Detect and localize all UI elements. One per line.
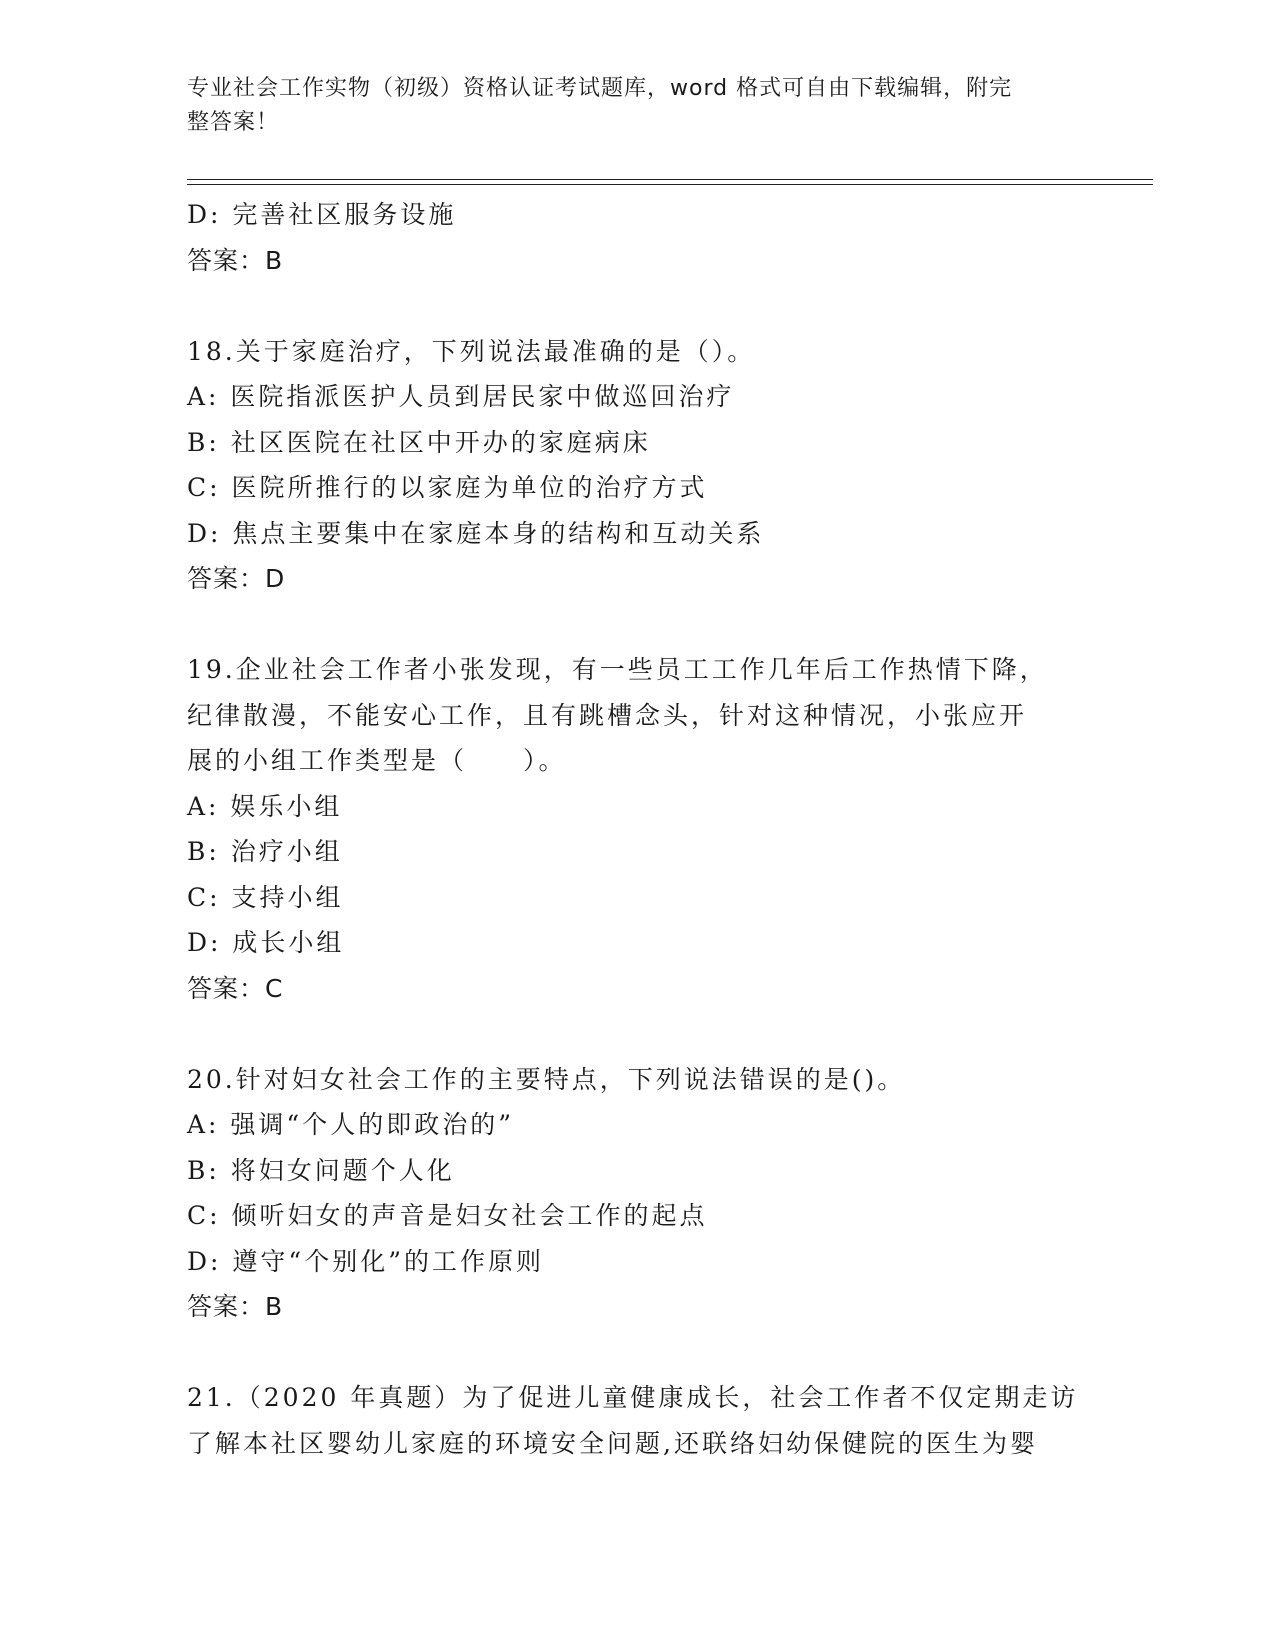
prev-option-d: D: 完善社区服务设施	[187, 200, 457, 229]
header-line-2: 整答案！	[187, 110, 280, 135]
spacer	[187, 1330, 1087, 1376]
q20-option-a: A: 强调“个人的即政治的”	[187, 1110, 514, 1139]
spacer	[187, 602, 1087, 648]
header-line-1: 专业社会工作实物（初级）资格认证考试题库，word 格式可自由下载编辑，附完	[187, 76, 1013, 101]
q18-option-a: A: 医院指派医护人员到居民家中做巡回治疗	[187, 382, 735, 411]
q20-option-d: D: 遵守“个别化”的工作原则	[187, 1246, 544, 1276]
q18-answer: 答案：D	[187, 564, 286, 593]
prev-answer: 答案：B	[187, 245, 284, 275]
q19-option-d: D: 成长小组	[187, 928, 345, 957]
q19-stem-line-3: 展的小组工作类型是（ ）。	[187, 746, 567, 775]
q18-option-d: D: 焦点主要集中在家庭本身的结构和互动关系	[187, 518, 765, 548]
q20-answer: 答案：B	[187, 1292, 284, 1321]
header-rule-top	[187, 179, 1153, 180]
q21-stem-line-2: 了解本社区婴幼儿家庭的环境安全问题,还联络妇幼保健院的医生为婴	[187, 1428, 1038, 1458]
q18-option-c: C: 医院所推行的以家庭为单位的治疗方式	[187, 473, 708, 502]
q18-stem: 18.关于家庭治疗，下列说法最准确的是（）。	[187, 336, 756, 366]
spacer	[187, 1011, 1087, 1057]
q19-answer: 答案：C	[187, 973, 284, 1003]
q20-stem: 20.针对妇女社会工作的主要特点，下列说法错误的是()。	[187, 1064, 906, 1094]
q19-option-c: C: 支持小组	[187, 882, 344, 912]
q19-option-b: B: 治疗小组	[187, 837, 343, 866]
document-header	[187, 72, 1087, 140]
q19-stem-line-2: 纪律散漫，不能安心工作，且有跳槽念头，针对这种情况，小张应开	[187, 700, 1028, 730]
q20-option-b: B: 将妇女问题个人化	[187, 1155, 455, 1185]
header-rule-bottom	[187, 184, 1153, 185]
q18-option-b: B: 社区医院在社区中开办的家庭病床	[187, 427, 651, 457]
spacer	[187, 283, 1087, 329]
q19-option-a: A: 娱乐小组	[187, 791, 343, 821]
q19-stem-line-1: 19.企业社会工作者小张发现，有一些员工工作几年后工作热情下降，	[187, 655, 1048, 684]
q21-stem-line-1: 21.（2020 年真题）为了促进儿童健康成长，社会工作者不仅定期走访	[187, 1383, 1079, 1412]
question-content	[187, 192, 1087, 1466]
q20-option-c: C: 倾听妇女的声音是妇女社会工作的起点	[187, 1201, 708, 1230]
